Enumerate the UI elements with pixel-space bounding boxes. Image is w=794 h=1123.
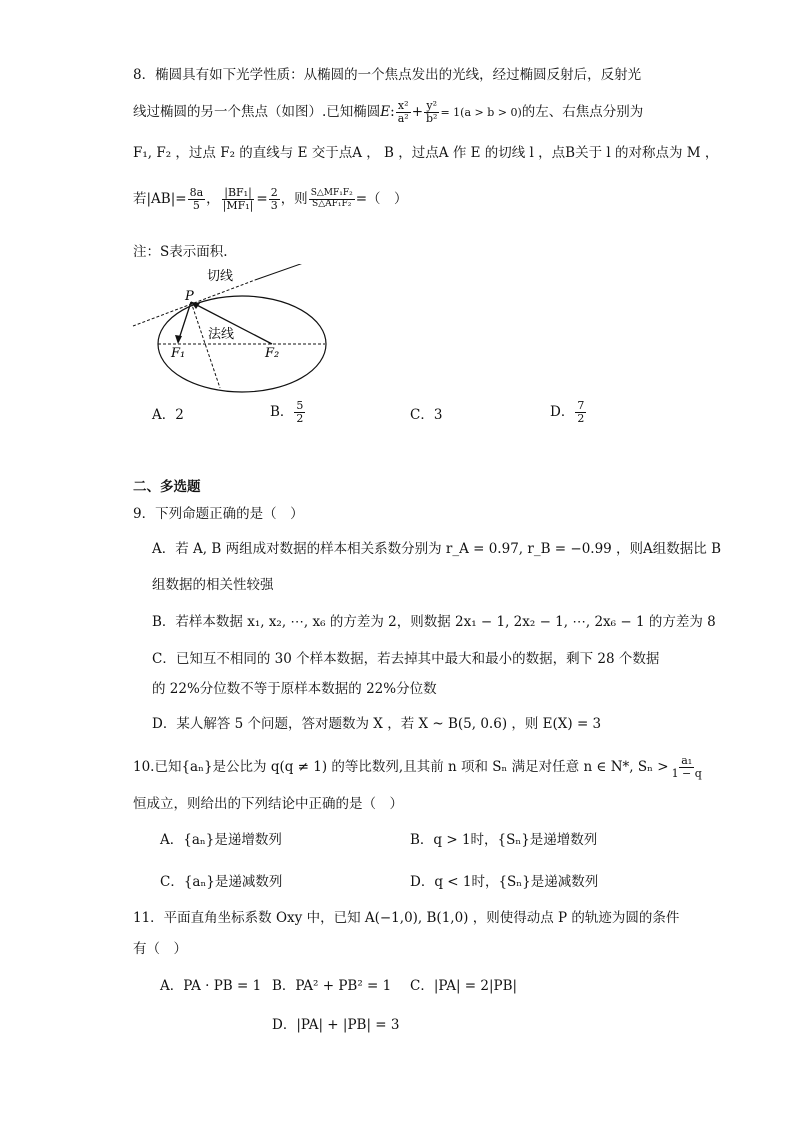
point-f1-label: F₁ xyxy=(171,346,186,361)
q8-line2-text-b: 的左、右焦点分别为 xyxy=(521,103,644,120)
q10-line1: 10.已知{aₙ}是公比为 q(q ≠ 1) 的等比数列,且其前 n 项和 Sₙ 满足对任意 n ∈ N*, Sₙ > $\frac{\text{a₁}}{1 - q}$ xyxy=(133,754,702,781)
q9-option-a-line2: 组数据的相关性较强 xyxy=(152,577,274,593)
section-title: 二、多选题 xyxy=(133,479,201,495)
tangent-line-solid xyxy=(255,264,363,280)
q10-option-b: B．q > 1时，{Sₙ}是递增数列 xyxy=(410,832,598,848)
q8-line3: F₁, F₂ ，过点 F₂ 的直线与 E 交于点A ， B ，过点A 作 E 的切线 l ，点B关于 l 的对称点为 M ， xyxy=(133,145,719,161)
q9-stem: 9．下列命题正确的是（ ） xyxy=(133,506,304,522)
frac-area: $\frac{\text{S△MF₁F₂}}{\text{S△AF₁F₂}}$ xyxy=(310,188,353,210)
q8-option-c: C．3 xyxy=(410,407,443,423)
q10-line2: 恒成立，则给出的下列结论中正确的是（ ） xyxy=(133,796,403,812)
q8-option-d: D． $\frac{7}{2}$ xyxy=(550,399,585,426)
frac-bf: $\frac{\text{|BF₁|}}{\text{|MF₁|}}$ xyxy=(222,186,254,213)
q10-option-a: A．{aₙ}是递增数列 xyxy=(160,832,282,848)
point-f2-label: F₂ xyxy=(265,346,280,361)
q11-option-d: D．|PA| + |PB| = 3 xyxy=(272,1017,400,1033)
frac-y: $\frac{\text{y²}}{\text{b²}}$ xyxy=(426,99,438,126)
q9-option-b: B．若样本数据 x₁, x₂, ⋯, x₆ 的方差为 2，则数据 2x₁ − 1, 2x₂ − 1, ⋯, 2x₆ − 1 的方差为 8 xyxy=(152,614,716,630)
q11-option-b: B．PA² + PB² = 1 xyxy=(272,978,392,994)
q11-line1: 11．平面直角坐标系数 Oxy 中，已知 A(−1,0), B(1,0) ，则使得动点 P 的轨迹为圆的条件 xyxy=(133,910,680,926)
q11-line2: 有（ ） xyxy=(133,941,187,957)
frac-x: $\frac{\text{x²}}{\text{a²}}$ xyxy=(397,99,409,126)
q10-option-d: D．q < 1时，{Sₙ}是递减数列 xyxy=(410,874,599,890)
q11-option-a: A．PA · PB = 1 xyxy=(160,978,262,994)
q8-line4: 若 |AB| = $\frac{8a}{5}$ ， $\frac{\text{|BF₁|}}{\text{|MF₁|}}$ = $\frac{2}{3}$ ，则 $\frac{\text{S△MF₁F₂}}{\text{S△AF₁F₂}}$ =（ ） xyxy=(133,186,408,213)
arrow-f1 xyxy=(175,335,182,344)
q9-option-c-line1: C．已知互不相同的 30 个样本数据，若去掉其中最大和最小的数据，剩下 28 个数据 xyxy=(152,651,660,667)
frac-bf-val: $\frac{2}{3}$ xyxy=(270,186,278,213)
frac-ab: $\frac{8a}{5}$ xyxy=(189,186,204,213)
q9-option-c-line2: 的 22%分位数不等于原样本数据的 22%分位数 xyxy=(152,681,437,697)
q8-line1: 8．椭圆具有如下光学性质：从椭圆的一个焦点发出的光线，经过椭圆反射后，反射光 xyxy=(133,67,642,83)
q11-option-c: C．|PA| = 2|PB| xyxy=(410,978,518,994)
q8-note: 注：S表示面积. xyxy=(133,244,228,260)
ellipse-condition: = 1(a > b > 0) xyxy=(440,106,522,120)
q10-frac: $\frac{\text{a₁}}{1 - q}$ xyxy=(671,754,702,781)
point-p-label: P xyxy=(185,289,194,304)
q9-option-a-line1: A．若 A, B 两组成对数据的样本相关系数分别为 r_A = 0.97, r_B = −0.99 ，则A组数据比 B xyxy=(152,541,722,557)
q10-option-c: C．{aₙ}是递减数列 xyxy=(160,874,283,890)
normal-label: 法线 xyxy=(208,326,235,341)
q8-line2-text: 线过椭圆的另一个焦点（如图）.已知椭圆 xyxy=(133,103,381,120)
ab-abs: |AB| xyxy=(146,190,176,207)
ellipse-name: E xyxy=(380,103,391,120)
tangent-label: 切线 xyxy=(207,268,234,283)
q8-option-a: A．2 xyxy=(152,407,184,423)
ellipse-diagram xyxy=(125,264,400,394)
q8-option-b: B． $\frac{5}{2}$ xyxy=(270,399,304,426)
q8-line2: 线过椭圆的另一个焦点（如图）.已知椭圆 E : $\frac{\text{x²}}{\text{a²}}$ + $\frac{\text{y²}}{\text{b²}}$ = 1(a > b > 0) 的左、右焦点分别为 xyxy=(133,99,644,126)
q9-option-d: D．某人解答 5 个问题，答对题数为 X ，若 X ~ B(5, 0.6) ，则 E(X) = 3 xyxy=(152,716,602,732)
